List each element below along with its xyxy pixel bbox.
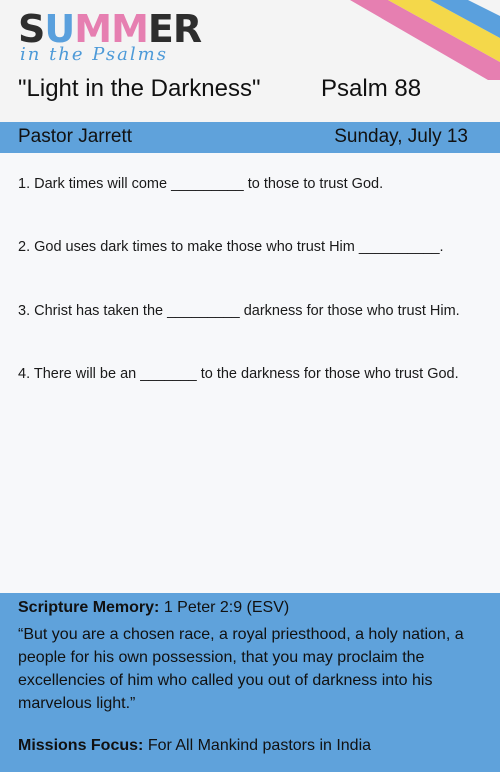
missions-label: Missions Focus: <box>18 737 144 754</box>
footer <box>0 593 500 772</box>
header <box>0 0 500 122</box>
missions-text: For All Mankind pastors in India <box>147 737 372 754</box>
note-item-1: 1. Dark times will come _________ to those to trust God. <box>18 176 384 192</box>
missions-focus <box>18 737 371 755</box>
note-item-4: 4. There will be an _______ to the darkness for those who trust God. <box>18 366 459 382</box>
note-item-2: 2. God uses dark times to make those who trust Him __________. <box>18 239 444 255</box>
scripture-label: Scripture Memory: <box>18 599 160 616</box>
sermon-date: Sunday, July 13 <box>334 126 468 147</box>
scripture-text: “But you are a chosen race, a royal priesthood, a holy nation, a people for his own possession, that you may proclaim the excellencies of him who called you out of darkness into his marvelous light.” <box>18 626 464 712</box>
psalm-reference: Psalm 88 <box>321 75 422 102</box>
scripture-memory <box>18 599 289 617</box>
info-band <box>0 122 500 153</box>
sermon-title: "Light in the Darkness" <box>18 75 261 102</box>
logo-script: in the Psalms <box>20 44 168 65</box>
logo-word-text: SUMMER <box>18 7 202 51</box>
sermon-title-row <box>18 75 488 103</box>
decorative-stripes <box>350 0 500 80</box>
scripture-reference: 1 Peter 2:9 (ESV) <box>163 599 290 616</box>
note-item-3: 3. Christ has taken the _________ darkness for those who trust Him. <box>18 303 460 319</box>
logo-wordmark <box>18 7 202 51</box>
pastor-name: Pastor Jarrett <box>18 126 133 147</box>
